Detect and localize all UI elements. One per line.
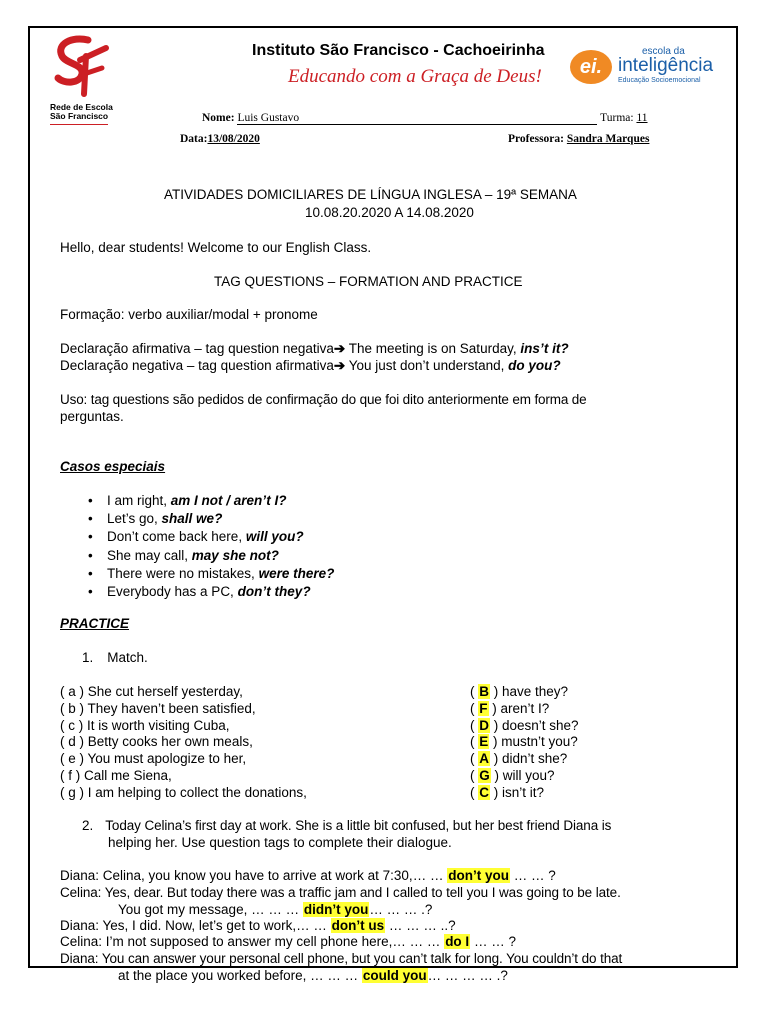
practice-heading: PRACTICE bbox=[60, 616, 130, 631]
topic-heading: TAG QUESTIONS – FORMATION AND PRACTICE bbox=[214, 274, 523, 289]
match-item: ( c ) It is worth visiting Cuba, bbox=[60, 717, 230, 733]
logo-line1: Rede de Escola bbox=[50, 102, 113, 112]
teacher-row bbox=[508, 133, 649, 145]
list-item: • Let’s go, shall we? bbox=[88, 510, 334, 528]
logo-line2: São Francisco bbox=[50, 111, 109, 121]
list-item: • She may call, may she not? bbox=[88, 547, 334, 565]
match-answer-row: ( F ) aren’t I? bbox=[470, 700, 550, 716]
match-answer-row: ( A ) didn’t she? bbox=[470, 751, 568, 767]
class-label: Turma: bbox=[600, 112, 634, 124]
escola-inteligencia-logo bbox=[570, 46, 720, 90]
question-1: 1. Match. bbox=[82, 650, 148, 665]
match-answer: E bbox=[479, 734, 489, 750]
logo-underline bbox=[50, 124, 108, 125]
teacher-value: Sandra Marques bbox=[566, 133, 650, 145]
dialogue-answer: could you bbox=[362, 968, 427, 983]
match-answer-row: ( C ) isn’t it? bbox=[470, 784, 545, 800]
match-answer: B bbox=[479, 684, 489, 699]
name-value: Luis Gustavo bbox=[237, 112, 597, 125]
arrow-right-icon: ➔ bbox=[333, 341, 346, 356]
doc-title: ATIVIDADES DOMICILIARES DE LÍNGUA INGLESA – 19ª SEMANA bbox=[164, 187, 577, 202]
match-answer-row: ( E ) mustn’t you? bbox=[470, 734, 578, 750]
class-value: 11 bbox=[636, 112, 648, 124]
dialogue-line: You got my message, … … … didn’t you… … … .? bbox=[118, 902, 433, 917]
greeting: Hello, dear students! Welcome to our English Class. bbox=[60, 240, 372, 255]
arrow-right-icon: ➔ bbox=[333, 358, 346, 373]
list-item: • Don’t come back here, will you? bbox=[88, 528, 334, 546]
match-item: ( f ) Call me Siena, bbox=[60, 767, 172, 783]
name-label: Nome: bbox=[202, 112, 235, 124]
sf-logo-icon bbox=[50, 34, 112, 98]
date-row bbox=[180, 133, 260, 145]
match-item: ( e ) You must apologize to her, bbox=[60, 751, 247, 767]
date-label: Data: bbox=[180, 133, 208, 145]
school-logo bbox=[50, 34, 113, 121]
institute-title: Instituto São Francisco - Cachoeirinha bbox=[252, 42, 545, 59]
rule-negative: Declaração negativa – tag question afirmativa➔ You just don’t understand, do you? bbox=[60, 358, 561, 373]
ei-logo-icon: ei. bbox=[570, 50, 612, 84]
special-cases-heading: Casos especiais bbox=[60, 459, 166, 474]
question-2: 2. Today Celina’s first day at work. She is a little bit confused, but her best friend Diana is bbox=[82, 818, 612, 833]
match-item: ( d ) Betty cooks her own meals, bbox=[60, 734, 253, 750]
special-cases-list bbox=[88, 492, 334, 601]
dialogue-answer: didn’t you bbox=[303, 902, 369, 917]
dialogue-line: Diana: You can answer your personal cell phone, but you can’t talk for long. You couldn’t do that bbox=[60, 951, 623, 966]
dialogue-line: Celina: I’m not supposed to answer my cell phone here,… … … do I … … ? bbox=[60, 934, 516, 949]
dialogue-line: at the place you worked before, … … … could you… … … … .? bbox=[118, 968, 508, 983]
formation-rule: Formação: verbo auxiliar/modal + pronome bbox=[60, 307, 318, 322]
match-item: ( g ) I am helping to collect the donations, bbox=[60, 784, 307, 800]
dialogue-answer: do I bbox=[445, 934, 470, 949]
match-answer: A bbox=[479, 751, 489, 767]
list-item: • Everybody has a PC, don’t they? bbox=[88, 583, 334, 601]
match-item: ( a ) She cut herself yesterday, bbox=[60, 684, 243, 699]
dialogue-answer: don’t you bbox=[448, 868, 509, 883]
doc-date-range: 10.08.20.2020 A 14.08.2020 bbox=[305, 205, 474, 220]
match-answer: G bbox=[479, 767, 490, 783]
list-item: • There were no mistakes, were there? bbox=[88, 565, 334, 583]
usage-line1: Uso: tag questions são pedidos de confirmação do que foi dito anteriormente em forma de bbox=[60, 392, 587, 407]
date-value: 13/08/2020 bbox=[207, 133, 260, 145]
motto: Educando com a Graça de Deus! bbox=[288, 66, 542, 87]
dialogue-line: Diana: Celina, you know you have to arrive at work at 7:30,… … don’t you … … ? bbox=[60, 868, 556, 883]
match-answer-row: ( D ) doesn’t she? bbox=[470, 717, 579, 733]
dialogue-answer: don’t us bbox=[331, 918, 385, 933]
logo-escola-da: escola da bbox=[642, 46, 685, 57]
match-answer: D bbox=[479, 717, 489, 733]
dialogue-line: Diana: Yes, I did. Now, let’s get to work,… … don’t us … … … ..? bbox=[60, 918, 456, 933]
match-item: ( b ) They haven’t been satisfied, bbox=[60, 700, 256, 716]
usage-line2: perguntas. bbox=[60, 409, 124, 424]
logo-inteligencia: inteligência bbox=[618, 55, 714, 76]
dialogue-line: Celina: Yes, dear. But today there was a traffic jam and I called to tell you I was going to be late. bbox=[60, 885, 621, 900]
match-right-column bbox=[470, 684, 579, 802]
match-answer: F bbox=[479, 700, 488, 716]
name-row bbox=[202, 112, 648, 125]
list-item: • I am right, am I not / aren’t I? bbox=[88, 492, 334, 510]
rule-affirmative: Declaração afirmativa – tag question negativa➔ The meeting is on Saturday, ins’t it? bbox=[60, 341, 569, 356]
question-2-line2: helping her. Use question tags to complete their dialogue. bbox=[108, 835, 452, 850]
match-answer-row: ( G ) will you? bbox=[470, 767, 555, 783]
match-answer-row: ( B ) have they? bbox=[470, 684, 569, 699]
match-answer: C bbox=[479, 784, 489, 800]
logo-subtitle: Educação Socioemocional bbox=[618, 77, 701, 84]
teacher-label: Professora: bbox=[508, 133, 564, 145]
match-left-column bbox=[60, 684, 307, 802]
